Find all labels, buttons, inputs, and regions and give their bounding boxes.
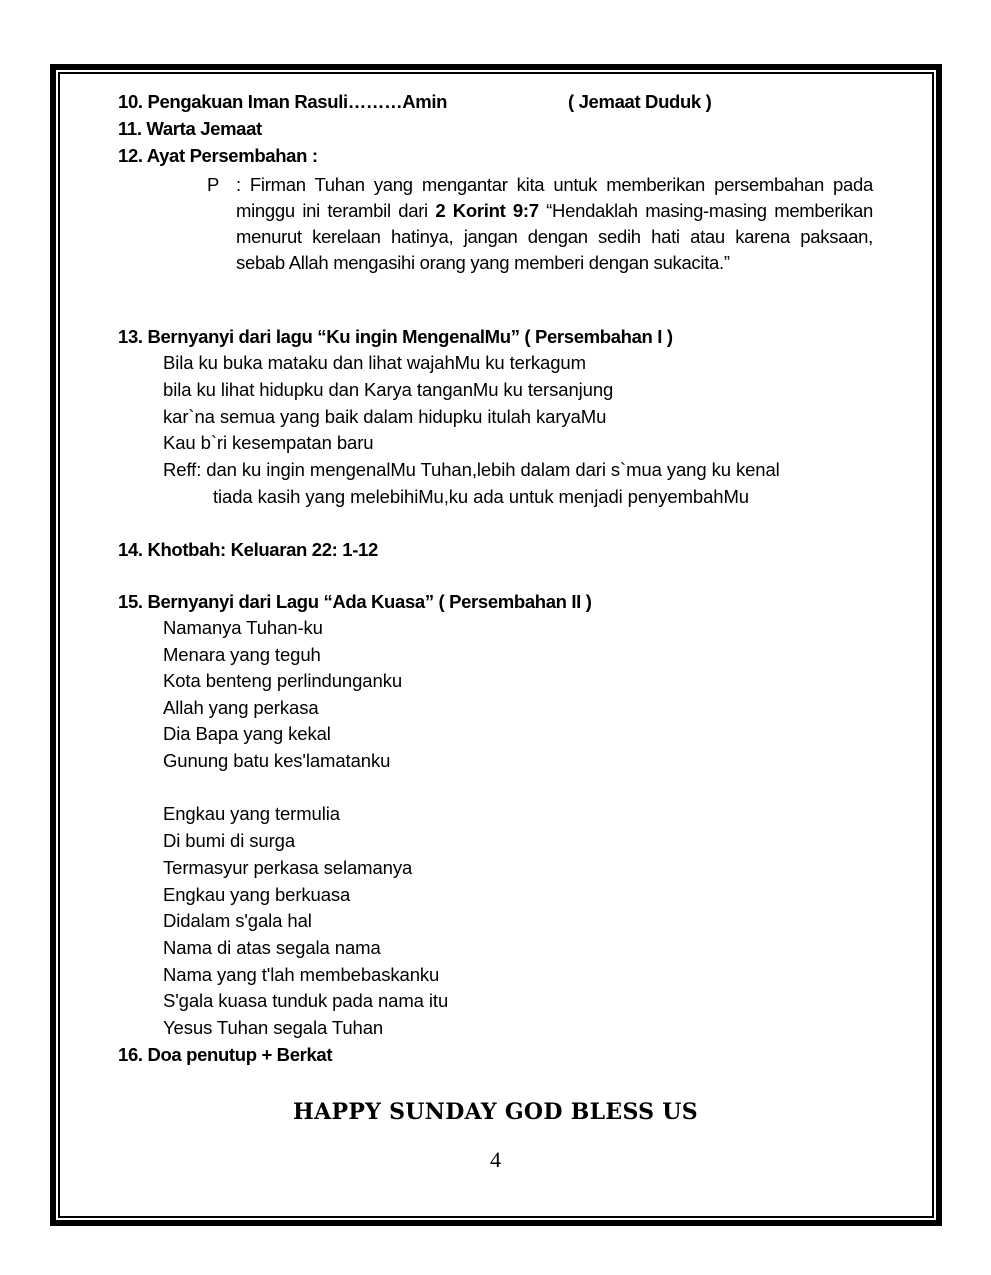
lyric-line: Engkau yang termulia bbox=[163, 803, 340, 824]
lyric-line: Didalam s'gala hal bbox=[163, 910, 312, 931]
lyric-line: S'gala kuasa tunduk pada nama itu bbox=[163, 990, 449, 1011]
lyric-line: bila ku lihat hidupku dan Karya tanganMu ku tersanjung bbox=[163, 379, 614, 400]
lyric-line: Di bumi di surga bbox=[163, 830, 296, 851]
lyric-line: Allah yang perkasa bbox=[163, 697, 319, 718]
verse-quote-text: “Hendaklah masing-masing memberikan menurut kerelaan hatinya, jangan dengan sedih hati atau karena paksaan, sebab Allah mengasihi orang yang memberi dengan sukacita.” bbox=[236, 200, 873, 273]
lyric-line: Bila ku buka mataku dan lihat wajahMu ku terkagum bbox=[163, 352, 586, 373]
item-10-heading: 10. Pengakuan Iman Rasuli………Amin bbox=[118, 91, 448, 112]
item-14-heading: 14. Khotbah: Keluaran 22: 1-12 bbox=[118, 539, 378, 560]
closing-banner: HAPPY SUNDAY GOD BLESS US bbox=[293, 1099, 698, 1125]
verse-reference: 2 Korint 9:7 bbox=[435, 200, 539, 221]
lyric-line: Nama di atas segala nama bbox=[163, 937, 381, 958]
lyric-line: Gunung batu kes'lamatanku bbox=[163, 750, 391, 771]
item-10-note: ( Jemaat Duduk ) bbox=[568, 91, 712, 112]
lyric-line: Kau b`ri kesempatan baru bbox=[163, 432, 374, 453]
speaker-label: P bbox=[207, 174, 220, 195]
item-13-heading: 13. Bernyanyi dari lagu “Ku ingin MengenalMu” ( Persembahan I ) bbox=[118, 326, 673, 347]
offering-verse-paragraph bbox=[207, 172, 873, 276]
item-11-heading: 11. Warta Jemaat bbox=[118, 118, 262, 139]
item-16-heading: 16. Doa penutup + Berkat bbox=[118, 1044, 333, 1065]
lyric-line: kar`na semua yang baik dalam hidupku itulah karyaMu bbox=[163, 406, 607, 427]
lyric-line: Yesus Tuhan segala Tuhan bbox=[163, 1017, 384, 1038]
lyric-line: Dia Bapa yang kekal bbox=[163, 723, 331, 744]
item-15-heading: 15. Bernyanyi dari Lagu “Ada Kuasa” ( Persembahan II ) bbox=[118, 591, 592, 612]
lyric-line: Nama yang t'lah membebaskanku bbox=[163, 964, 440, 985]
lyric-line: Menara yang teguh bbox=[163, 644, 321, 665]
lyric-refrain-line: Reff: dan ku ingin mengenalMu Tuhan,lebih dalam dari s`mua yang ku kenal bbox=[163, 459, 780, 480]
page-number: 4 bbox=[490, 1147, 501, 1172]
lyric-line: Kota benteng perlindunganku bbox=[163, 670, 403, 691]
lyric-line: Namanya Tuhan-ku bbox=[163, 617, 323, 638]
verse-intro-text: : Firman Tuhan yang mengantar kita untuk memberikan persembahan pada minggu ini terambil dari bbox=[236, 174, 873, 221]
lyric-line: Engkau yang berkuasa bbox=[163, 884, 351, 905]
item-12-heading: 12. Ayat Persembahan : bbox=[118, 145, 318, 166]
lyric-line: Termasyur perkasa selamanya bbox=[163, 857, 413, 878]
lyric-refrain-line: tiada kasih yang melebihiMu,ku ada untuk menjadi penyembahMu bbox=[213, 486, 749, 507]
